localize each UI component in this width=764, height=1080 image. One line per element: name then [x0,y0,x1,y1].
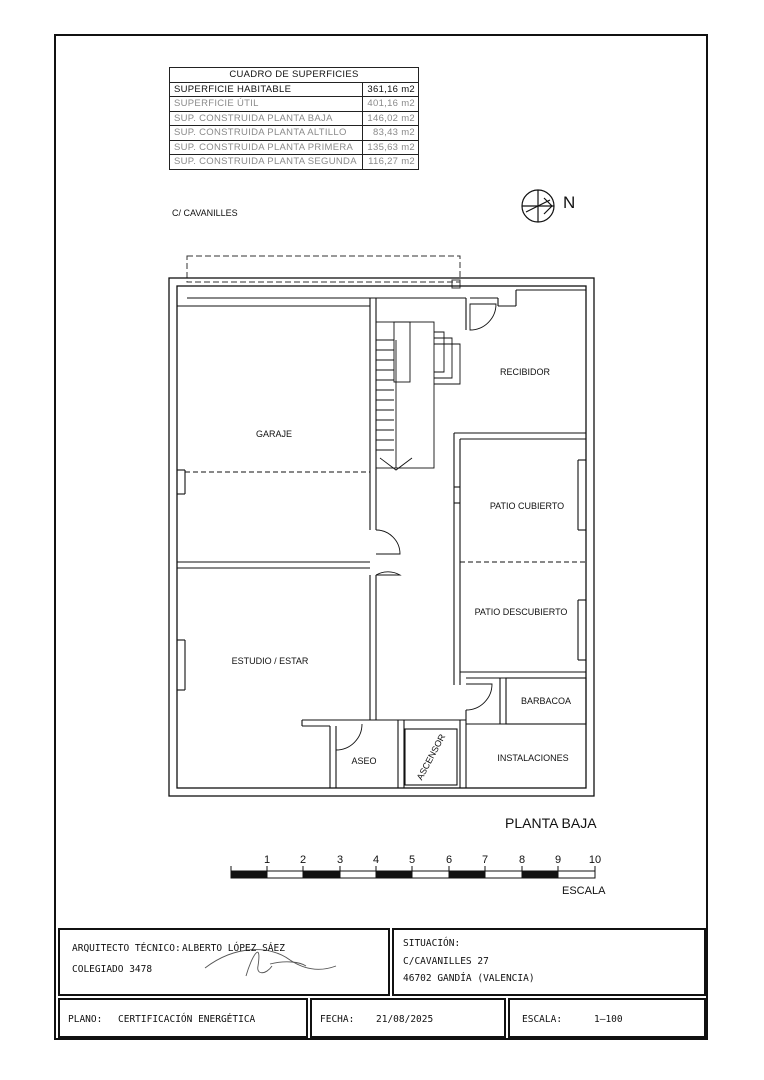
architect-box [58,928,390,996]
area-row-value: 401,16 m2 [363,97,419,112]
scale-number: 3 [336,854,344,866]
situacion-box [392,928,706,996]
area-table-title: CUADRO DE SUPERFICIES [170,68,419,83]
fecha-value: 21/08/2025 [376,1014,434,1025]
room-label-garaje: GARAJE [255,429,293,439]
area-row-value: 135,63 m2 [363,140,419,155]
address-line-2: 46702 GANDÍA (VALENCIA) [403,973,535,984]
room-label-instalaciones: INSTALACIONES [497,753,569,763]
street-label: C/ CAVANILLES [172,208,238,218]
room-label-patio-descubierto: PATIO DESCUBIERTO [474,607,568,617]
fecha-box [310,998,506,1038]
area-row-label: SUP. CONSTRUIDA PLANTA BAJA [170,111,363,126]
area-row-label: SUPERFICIE HABITABLE [170,82,363,97]
exterior-walls [169,278,594,796]
area-row-label: SUP. CONSTRUIDA PLANTA SEGUNDA [170,155,363,170]
scale-label: ESCALA [562,885,606,897]
plan-title: PLANTA BAJA [505,815,597,831]
stairs [376,322,460,470]
canopy-outline [187,256,460,288]
architect-label: ARQUITECTO TÉCNICO: [72,943,181,954]
scale-number: 10 [588,854,602,866]
scale-number: 8 [518,854,526,866]
address-line-1: C/CAVANILLES 27 [403,956,489,967]
interior-walls [177,290,586,788]
scale-number: 1 [263,854,271,866]
area-row-value: 116,27 m2 [363,155,419,170]
scale-bar [231,866,595,878]
fecha-label: FECHA: [320,1014,355,1025]
scale-number: 5 [408,854,416,866]
room-label-recibidor: RECIBIDOR [499,367,551,377]
scale-number: 7 [481,854,489,866]
room-label-ascensor: ASCENSOR [414,732,448,782]
colegiado: COLEGIADO 3478 [72,964,153,975]
architect-name: ALBERTO LÓPEZ SÁEZ [182,943,285,954]
escala-box [508,998,706,1038]
north-arrow-icon [522,190,554,222]
area-row-value: 146,02 m2 [363,111,419,126]
room-label-aseo: ASEO [351,756,377,766]
plano-label: PLANO: [68,1014,103,1025]
door-swings [336,304,496,750]
north-label: N [563,193,576,212]
room-label-patio-cubierto: PATIO CUBIERTO [489,501,565,511]
scale-number: 4 [372,854,380,866]
area-row-value: 361,16 m2 [363,82,419,97]
area-row-label: SUP. CONSTRUIDA PLANTA ALTILLO [170,126,363,141]
room-label-estudio: ESTUDIO / ESTAR [231,656,309,666]
situacion-label: SITUACIÓN: [403,938,461,949]
room-label-barbacoa: BARBACOA [520,696,572,706]
plano-value: CERTIFICACIÓN ENERGÉTICA [118,1014,256,1025]
area-row-label: SUP. CONSTRUIDA PLANTA PRIMERA [170,140,363,155]
scale-number: 9 [554,854,562,866]
escala-label: ESCALA: [522,1014,563,1025]
scale-number: 2 [299,854,307,866]
area-row-value: 83,43 m2 [363,126,419,141]
scale-number: 6 [445,854,453,866]
escala-value: 1—100 [594,1014,623,1025]
plano-box [58,998,308,1038]
area-row-label: SUPERFICIE ÚTIL [170,97,363,112]
